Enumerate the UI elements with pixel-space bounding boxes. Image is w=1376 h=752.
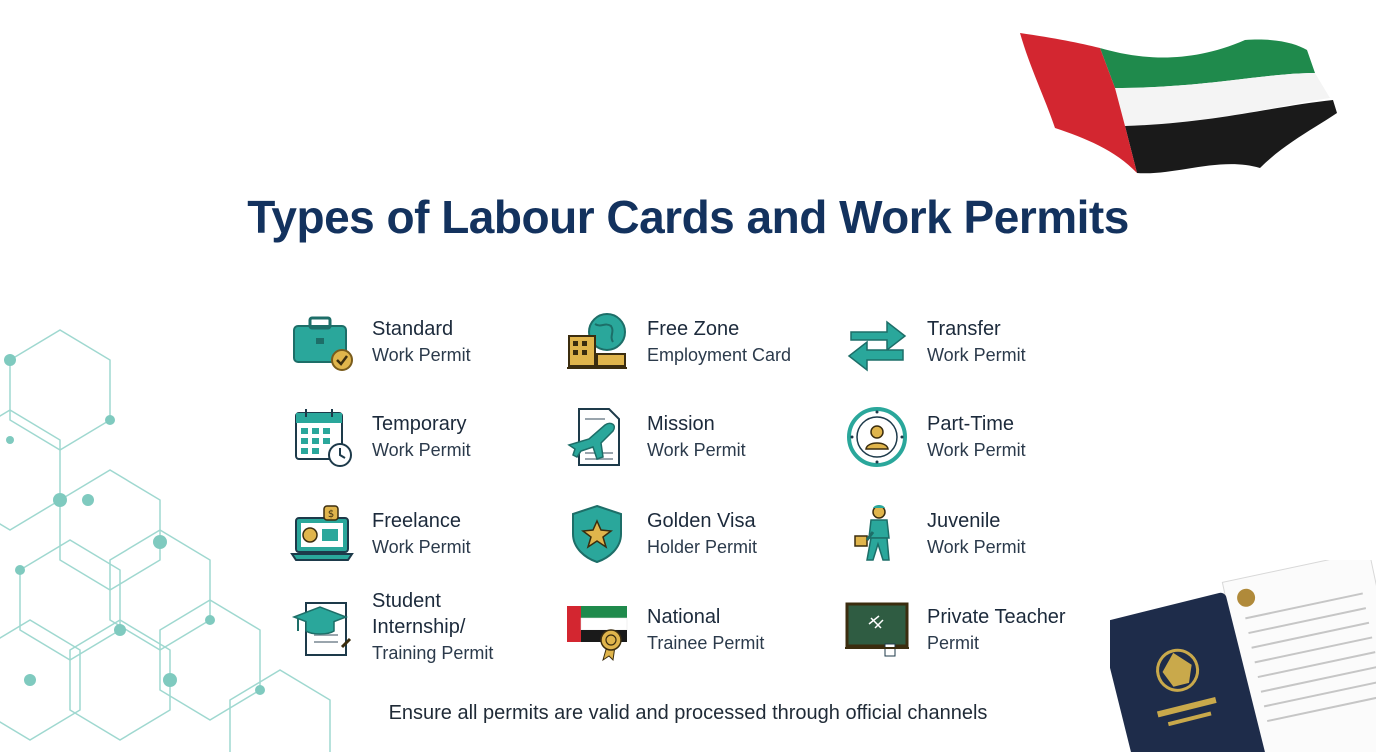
permit-golden-visa bbox=[565, 502, 757, 566]
permit-private-teacher bbox=[845, 598, 1066, 662]
footer-note: Ensure all permits are valid and processed through official channels bbox=[388, 702, 988, 724]
permit-subtitle: Holder Permit bbox=[647, 537, 758, 557]
permit-subtitle: Employment Card bbox=[647, 345, 792, 365]
permit-title: Mission bbox=[647, 413, 715, 435]
permit-subtitle: Trainee Permit bbox=[647, 633, 765, 653]
permit-free-zone bbox=[565, 310, 791, 374]
page-title: Types of Labour Cards and Work Permits bbox=[247, 191, 1129, 243]
permit-title-cont: Internship/ bbox=[372, 616, 466, 638]
permit-subtitle: Training Permit bbox=[372, 643, 494, 663]
clock-person-icon bbox=[845, 405, 909, 469]
svg-text:$: $ bbox=[327, 509, 335, 520]
permit-subtitle: Work Permit bbox=[372, 345, 471, 365]
chalkboard-icon bbox=[845, 598, 909, 662]
permit-standard bbox=[290, 310, 471, 374]
permit-title: Transfer bbox=[927, 318, 1001, 340]
permit-title: Free Zone bbox=[647, 318, 740, 340]
permit-freelance bbox=[290, 502, 471, 566]
permit-student-internship bbox=[290, 588, 493, 666]
permit-temporary bbox=[290, 405, 471, 469]
permit-title: Freelance bbox=[372, 510, 461, 532]
permit-subtitle: Work Permit bbox=[927, 345, 1026, 365]
permit-subtitle: Work Permit bbox=[372, 537, 471, 557]
permit-title: Juvenile bbox=[927, 510, 1001, 532]
permit-subtitle: Work Permit bbox=[927, 537, 1026, 557]
permit-title: Temporary bbox=[372, 413, 467, 435]
laptop-freelance-icon bbox=[290, 502, 354, 566]
permit-title: National bbox=[647, 606, 721, 628]
permit-part-time bbox=[845, 405, 1026, 469]
permit-mission bbox=[565, 405, 746, 469]
calendar-clock-icon bbox=[290, 405, 354, 469]
permit-title: Student bbox=[372, 590, 441, 612]
permit-juvenile bbox=[845, 502, 1026, 566]
permit-title: Standard bbox=[372, 318, 454, 340]
graduation-cap-icon bbox=[290, 595, 354, 659]
briefcase-check-icon bbox=[290, 310, 354, 374]
document-airplane-icon bbox=[565, 405, 629, 469]
young-worker-icon bbox=[845, 502, 909, 566]
permit-subtitle: Work Permit bbox=[647, 440, 746, 460]
permit-title: Golden Visa bbox=[647, 510, 756, 532]
transfer-arrows-icon bbox=[845, 310, 909, 374]
permit-title: Part-Time bbox=[927, 413, 1015, 435]
globe-building-icon bbox=[565, 310, 629, 374]
permit-transfer bbox=[845, 310, 1026, 374]
permit-national-trainee bbox=[565, 598, 764, 662]
permit-title: Private Teacher bbox=[927, 606, 1066, 628]
flag-badge-icon bbox=[565, 598, 629, 662]
permit-subtitle: Work Permit bbox=[372, 440, 471, 460]
shield-star-icon bbox=[565, 502, 629, 566]
permit-subtitle: Permit bbox=[927, 633, 980, 653]
permit-subtitle: Work Permit bbox=[927, 440, 1026, 460]
